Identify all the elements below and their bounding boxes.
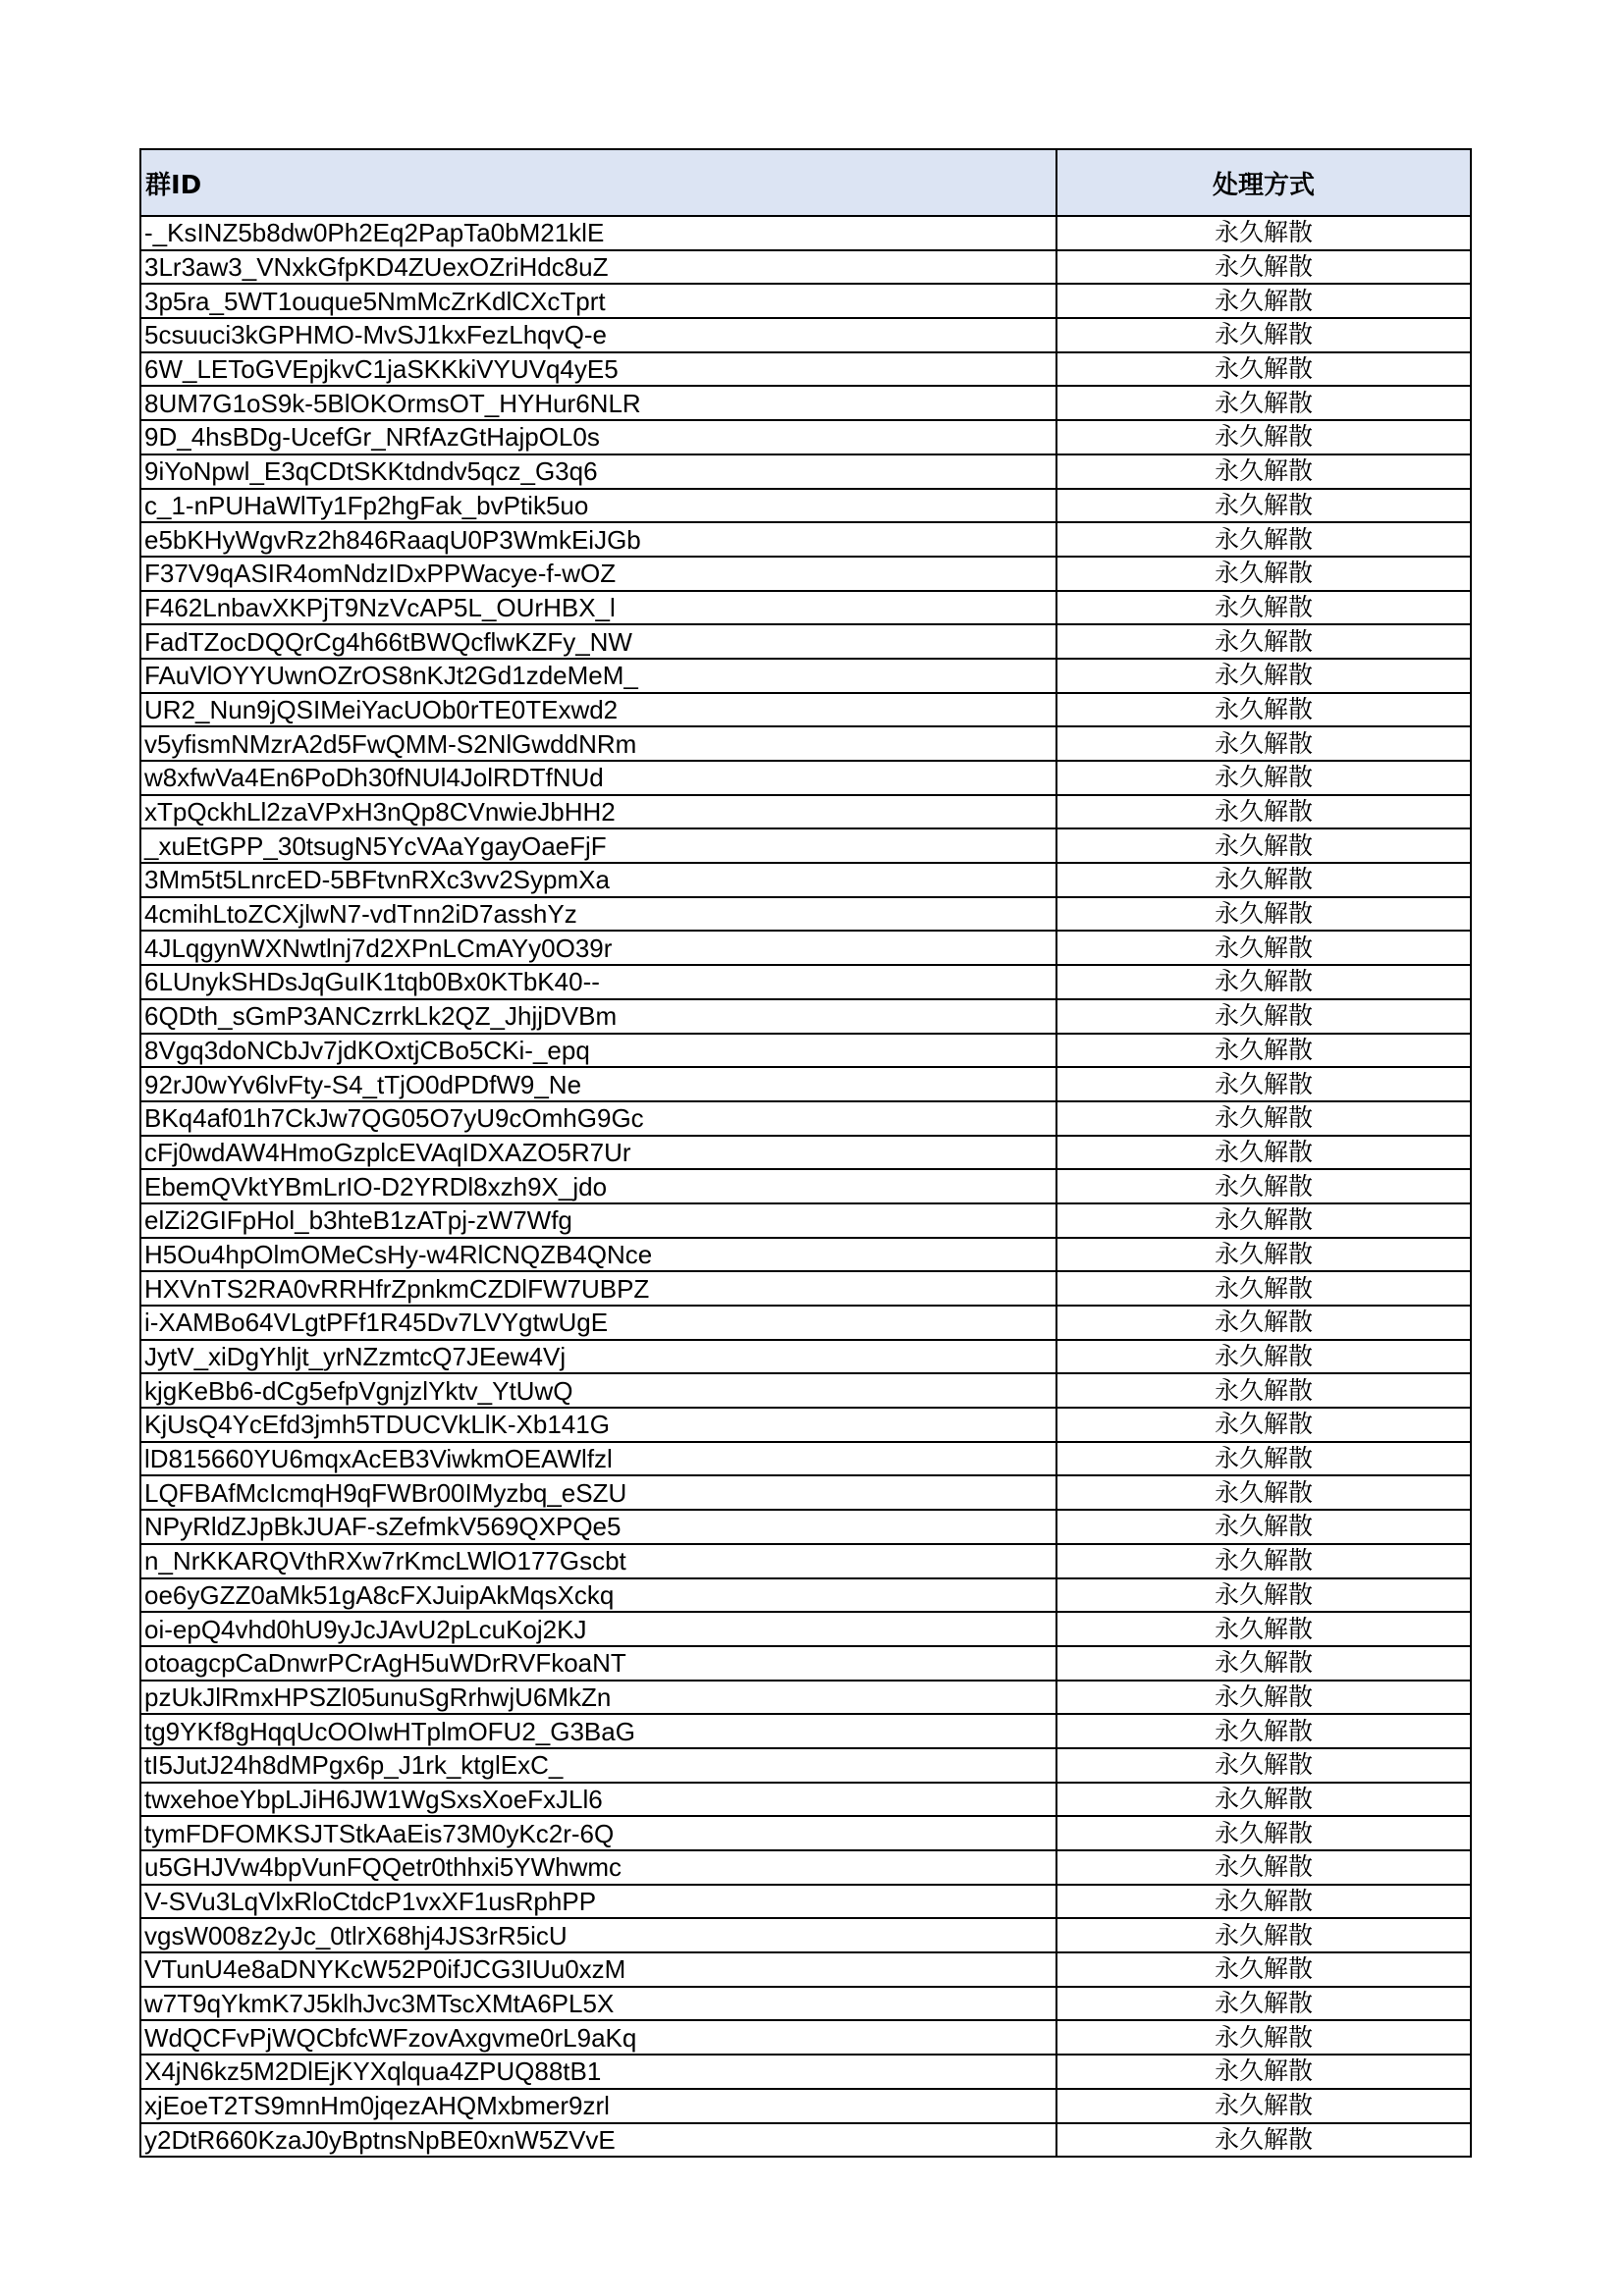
handling-method-cell: 永久解散	[1056, 454, 1471, 489]
group-id-cell: 6QDth_sGmP3ANCzrrkLk2QZ_JhjjDVBm	[140, 999, 1056, 1034]
table-row	[140, 2055, 1471, 2089]
table-row	[140, 386, 1471, 420]
group-id-cell: 3Lr3aw3_VNxkGfpKD4ZUexOZriHdc8uZ	[140, 250, 1056, 285]
handling-method-cell: 永久解散	[1056, 386, 1471, 420]
handling-method-cell: 永久解散	[1056, 1510, 1471, 1544]
handling-method-cell: 永久解散	[1056, 1373, 1471, 1408]
table-row	[140, 2123, 1471, 2158]
table-row	[140, 522, 1471, 557]
handling-method-cell: 永久解散	[1056, 2020, 1471, 2055]
table-row	[140, 591, 1471, 625]
handling-method-cell: 永久解散	[1056, 795, 1471, 829]
table-row	[140, 1646, 1471, 1681]
handling-method-cell: 永久解散	[1056, 1612, 1471, 1646]
handling-method-cell: 永久解散	[1056, 1067, 1471, 1101]
group-id-cell: vgsW008z2yJc_0tlrX68hj4JS3rR5icU	[140, 1918, 1056, 1952]
handling-method-cell: 永久解散	[1056, 863, 1471, 897]
group-id-cell: n_NrKKARQVthRXw7rKmcLWlO177Gscbt	[140, 1544, 1056, 1578]
table-row	[140, 1987, 1471, 2021]
group-id-cell: xjEoeT2TS9mnHm0jqezAHQMxbmer9zrl	[140, 2089, 1056, 2123]
group-id-cell: tymFDFOMKSJTStkAaEis73M0yKc2r-6Q	[140, 1816, 1056, 1850]
handling-method-cell: 永久解散	[1056, 1475, 1471, 1510]
group-id-cell: HXVnTS2RA0vRRHfrZpnkmCZDlFW7UBPZ	[140, 1271, 1056, 1306]
table-row	[140, 352, 1471, 387]
table-row	[140, 897, 1471, 932]
group-id-cell: 8UM7G1oS9k-5BlOKOrmsOT_HYHur6NLR	[140, 386, 1056, 420]
group-id-cell: otoagcpCaDnwrPCrAgH5uWDrRVFkoaNT	[140, 1646, 1056, 1681]
table-row	[140, 1340, 1471, 1374]
table-row	[140, 1067, 1471, 1101]
table-row	[140, 1442, 1471, 1476]
group-id-cell: JytV_xiDgYhljt_yrNZzmtcQ7JEew4Vj	[140, 1340, 1056, 1374]
table-row	[140, 693, 1471, 727]
group-id-cell: oi-epQ4vhd0hU9yJcJAvU2pLcuKoj2KJ	[140, 1612, 1056, 1646]
handling-method-cell: 永久解散	[1056, 1783, 1471, 1817]
table-row	[140, 2020, 1471, 2055]
handling-method-cell: 永久解散	[1056, 1306, 1471, 1340]
handling-method-cell: 永久解散	[1056, 1340, 1471, 1374]
table-row	[140, 726, 1471, 761]
table-row	[140, 1169, 1471, 1203]
group-id-cell: w8xfwVa4En6PoDh30fNUl4JolRDTfNUd	[140, 761, 1056, 795]
group-id-cell: 5csuuci3kGPHMO-MvSJ1kxFezLhqvQ-e	[140, 318, 1056, 352]
group-id-cell: VTunU4e8aDNYKcW52P0ifJCG3IUu0xzM	[140, 1952, 1056, 1987]
handling-method-cell: 永久解散	[1056, 1578, 1471, 1613]
handling-method-cell: 永久解散	[1056, 1714, 1471, 1748]
table-row	[140, 557, 1471, 591]
group-id-cell: cFj0wdAW4HmoGzplcEVAqIDXAZO5R7Ur	[140, 1136, 1056, 1170]
table-row	[140, 1136, 1471, 1170]
group-id-cell: lD815660YU6mqxAcEB3ViwkmOEAWlfzl	[140, 1442, 1056, 1476]
table-row	[140, 250, 1471, 285]
handling-method-cell: 永久解散	[1056, 659, 1471, 693]
group-id-cell: 6W_LEToGVEpjkvC1jaSKKkiVYUVq4yE5	[140, 352, 1056, 387]
handling-method-cell: 永久解散	[1056, 761, 1471, 795]
handling-method-cell: 永久解散	[1056, 1918, 1471, 1952]
group-id-cell: EbemQVktYBmLrIO-D2YRDl8xzh9X_jdo	[140, 1169, 1056, 1203]
handling-method-cell: 永久解散	[1056, 999, 1471, 1034]
table-row	[140, 761, 1471, 795]
table-row	[140, 1783, 1471, 1817]
group-id-cell: 92rJ0wYv6lvFty-S4_tTjO0dPDfW9_Ne	[140, 1067, 1056, 1101]
handling-method-cell: 永久解散	[1056, 1681, 1471, 1715]
table-row	[140, 1748, 1471, 1783]
group-id-cell: e5bKHyWgvRz2h846RaaqU0P3WmkEiJGb	[140, 522, 1056, 557]
table-row	[140, 1475, 1471, 1510]
table-row	[140, 1373, 1471, 1408]
handling-method-cell: 永久解散	[1056, 1442, 1471, 1476]
handling-method-cell: 永久解散	[1056, 1238, 1471, 1272]
handling-method-cell: 永久解散	[1056, 2055, 1471, 2089]
group-id-cell: kjgKeBb6-dCg5efpVgnjzlYktv_YtUwQ	[140, 1373, 1056, 1408]
group-id-cell: 6LUnykSHDsJqGuIK1tqb0Bx0KTbK40--	[140, 965, 1056, 999]
table-body	[140, 216, 1471, 2157]
group-dissolution-table	[139, 148, 1472, 2158]
group-id-cell: xTpQckhLl2zaVPxH3nQp8CVnwieJbHH2	[140, 795, 1056, 829]
handling-method-cell: 永久解散	[1056, 1748, 1471, 1783]
handling-method-cell: 永久解散	[1056, 1850, 1471, 1885]
group-id-cell: i-XAMBo64VLgtPFf1R45Dv7LVYgtwUgE	[140, 1306, 1056, 1340]
table-row	[140, 1408, 1471, 1442]
handling-method-cell: 永久解散	[1056, 284, 1471, 318]
handling-method-cell: 永久解散	[1056, 2089, 1471, 2123]
table-row	[140, 1578, 1471, 1613]
group-id-cell: 4JLqgynWXNwtlnj7d2XPnLCmAYy0O39r	[140, 931, 1056, 965]
group-id-cell: 4cmihLtoZCXjlwN7-vdTnn2iD7asshYz	[140, 897, 1056, 932]
table-row	[140, 1238, 1471, 1272]
group-id-cell: tI5JutJ24h8dMPgx6p_J1rk_ktglExC_	[140, 1748, 1056, 1783]
handling-method-cell: 永久解散	[1056, 693, 1471, 727]
handling-method-cell: 永久解散	[1056, 522, 1471, 557]
handling-method-cell: 永久解散	[1056, 2123, 1471, 2158]
table-row	[140, 284, 1471, 318]
table-row	[140, 1203, 1471, 1238]
handling-method-cell: 永久解散	[1056, 1987, 1471, 2021]
group-id-cell: oe6yGZZ0aMk51gA8cFXJuipAkMqsXckq	[140, 1578, 1056, 1613]
group-id-cell: NPyRldZJpBkJUAF-sZefmkV569QXPQe5	[140, 1510, 1056, 1544]
table-row	[140, 1271, 1471, 1306]
column-header-handling-method: 处理方式	[1056, 149, 1471, 216]
table-row	[140, 1612, 1471, 1646]
table-row	[140, 795, 1471, 829]
handling-method-cell: 永久解散	[1056, 250, 1471, 285]
table-row	[140, 1544, 1471, 1578]
table-row	[140, 2089, 1471, 2123]
handling-method-cell: 永久解散	[1056, 1646, 1471, 1681]
table-row	[140, 624, 1471, 659]
table-row	[140, 489, 1471, 523]
group-id-cell: twxehoeYbpLJiH6JW1WgSxsXoeFxJLl6	[140, 1783, 1056, 1817]
group-id-cell: 3Mm5t5LnrcED-5BFtvnRXc3vv2SypmXa	[140, 863, 1056, 897]
table-row	[140, 1306, 1471, 1340]
handling-method-cell: 永久解散	[1056, 624, 1471, 659]
table-row	[140, 1101, 1471, 1136]
group-id-cell: V-SVu3LqVlxRloCtdcP1vxXF1usRphPP	[140, 1885, 1056, 1919]
table-row	[140, 1816, 1471, 1850]
table-row	[140, 1714, 1471, 1748]
group-id-cell: u5GHJVw4bpVunFQQetr0thhxi5YWhwmc	[140, 1850, 1056, 1885]
group-id-cell: w7T9qYkmK7J5klhJvc3MTscXMtA6PL5X	[140, 1987, 1056, 2021]
group-id-cell: WdQCFvPjWQCbfcWFzovAxgvme0rL9aKq	[140, 2020, 1056, 2055]
handling-method-cell: 永久解散	[1056, 726, 1471, 761]
group-id-cell: BKq4af01h7CkJw7QG05O7yU9cOmhG9Gc	[140, 1101, 1056, 1136]
group-id-cell: H5Ou4hpOlmOMeCsHy-w4RlCNQZB4QNce	[140, 1238, 1056, 1272]
handling-method-cell: 永久解散	[1056, 1816, 1471, 1850]
table-row	[140, 1034, 1471, 1068]
table-row	[140, 1681, 1471, 1715]
group-id-cell: 9iYoNpwl_E3qCDtSKKtdndv5qcz_G3q6	[140, 454, 1056, 489]
table-row	[140, 999, 1471, 1034]
group-id-cell: tg9YKf8gHqqUcOOIwHTplmOFU2_G3BaG	[140, 1714, 1056, 1748]
group-id-cell: F462LnbavXKPjT9NzVcAP5L_OUrHBX_l	[140, 591, 1056, 625]
group-id-cell: FadTZocDQQrCg4h66tBWQcflwKZFy_NW	[140, 624, 1056, 659]
group-id-cell: -_KsINZ5b8dw0Ph2Eq2PapTa0bM21klE	[140, 216, 1056, 250]
handling-method-cell: 永久解散	[1056, 1885, 1471, 1919]
group-id-cell: y2DtR660KzaJ0yBptnsNpBE0xnW5ZVvE	[140, 2123, 1056, 2158]
table-row	[140, 1885, 1471, 1919]
handling-method-cell: 永久解散	[1056, 420, 1471, 454]
table-row	[140, 1918, 1471, 1952]
handling-method-cell: 永久解散	[1056, 216, 1471, 250]
table-row	[140, 318, 1471, 352]
table-row	[140, 965, 1471, 999]
group-id-cell: c_1-nPUHaWlTy1Fp2hgFak_bvPtik5uo	[140, 489, 1056, 523]
handling-method-cell: 永久解散	[1056, 1136, 1471, 1170]
handling-method-cell: 永久解散	[1056, 965, 1471, 999]
group-id-cell: X4jN6kz5M2DlEjKYXqlqua4ZPUQ88tB1	[140, 2055, 1056, 2089]
table-header-row	[140, 149, 1471, 216]
handling-method-cell: 永久解散	[1056, 1101, 1471, 1136]
handling-method-cell: 永久解散	[1056, 352, 1471, 387]
group-id-cell: 9D_4hsBDg-UcefGr_NRfAzGtHajpOL0s	[140, 420, 1056, 454]
group-id-cell: KjUsQ4YcEfd3jmh5TDUCVkLlK-Xb141G	[140, 1408, 1056, 1442]
group-id-cell: FAuVlOYYUwnOZrOS8nKJt2Gd1zdeMeM_	[140, 659, 1056, 693]
table-row	[140, 931, 1471, 965]
group-id-cell: F37V9qASIR4omNdzIDxPPWacye-f-wOZ	[140, 557, 1056, 591]
handling-method-cell: 永久解散	[1056, 1408, 1471, 1442]
handling-method-cell: 永久解散	[1056, 1203, 1471, 1238]
table-row	[140, 1952, 1471, 1987]
table-row	[140, 420, 1471, 454]
handling-method-cell: 永久解散	[1056, 1271, 1471, 1306]
table-row	[140, 863, 1471, 897]
handling-method-cell: 永久解散	[1056, 1034, 1471, 1068]
handling-method-cell: 永久解散	[1056, 318, 1471, 352]
table-row	[140, 828, 1471, 863]
table-row	[140, 1510, 1471, 1544]
group-id-cell: _xuEtGPP_30tsugN5YcVAaYgayOaeFjF	[140, 828, 1056, 863]
handling-method-cell: 永久解散	[1056, 897, 1471, 932]
handling-method-cell: 永久解散	[1056, 1952, 1471, 1987]
table-row	[140, 659, 1471, 693]
table-row	[140, 454, 1471, 489]
handling-method-cell: 永久解散	[1056, 489, 1471, 523]
handling-method-cell: 永久解散	[1056, 828, 1471, 863]
column-header-group-id: 群ID	[140, 149, 1056, 216]
group-id-cell: elZi2GIFpHol_b3hteB1zATpj-zW7Wfg	[140, 1203, 1056, 1238]
group-id-cell: v5yfismNMzrA2d5FwQMM-S2NlGwddNRm	[140, 726, 1056, 761]
table-row	[140, 1850, 1471, 1885]
group-id-cell: LQFBAfMcIcmqH9qFWBr00IMyzbq_eSZU	[140, 1475, 1056, 1510]
group-id-cell: 8Vgq3doNCbJv7jdKOxtjCBo5CKi-_epq	[140, 1034, 1056, 1068]
handling-method-cell: 永久解散	[1056, 557, 1471, 591]
handling-method-cell: 永久解散	[1056, 1169, 1471, 1203]
handling-method-cell: 永久解散	[1056, 591, 1471, 625]
handling-method-cell: 永久解散	[1056, 1544, 1471, 1578]
handling-method-cell: 永久解散	[1056, 931, 1471, 965]
group-id-cell: 3p5ra_5WT1ouque5NmMcZrKdlCXcTprt	[140, 284, 1056, 318]
group-id-cell: pzUkJlRmxHPSZl05unuSgRrhwjU6MkZn	[140, 1681, 1056, 1715]
group-id-cell: UR2_Nun9jQSIMeiYacUOb0rTE0TExwd2	[140, 693, 1056, 727]
table-row	[140, 216, 1471, 250]
